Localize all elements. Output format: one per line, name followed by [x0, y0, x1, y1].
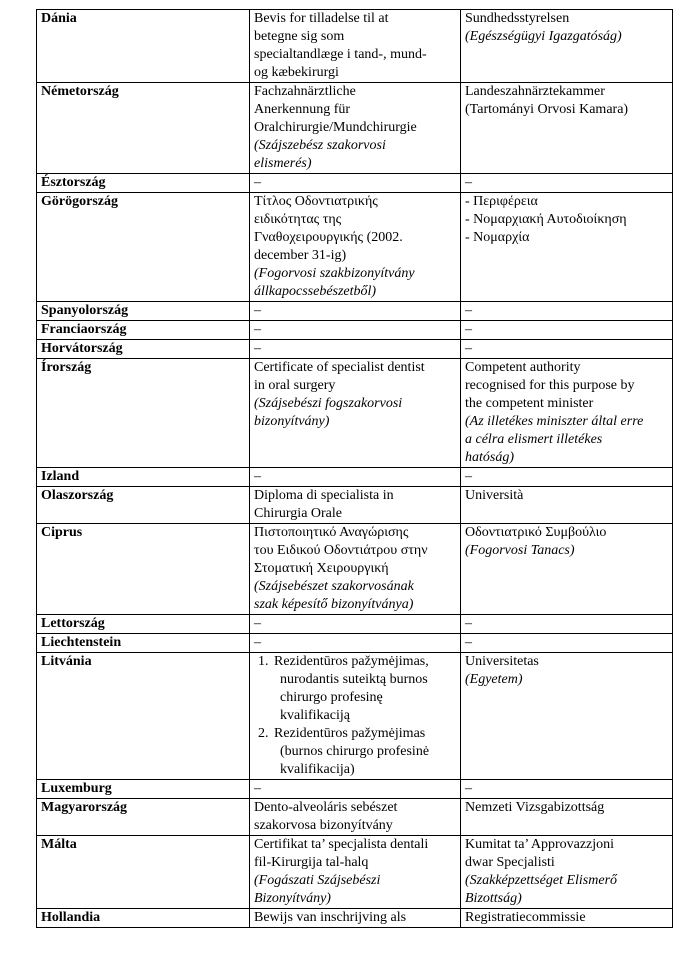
text-line: –: [465, 303, 472, 318]
translation-line: (Egészségügyi Igazgatóság): [465, 29, 622, 44]
list-item-line: (burnos chirurgo profesinė: [280, 744, 430, 759]
list-item-line: 2. Rezidentūros pažymėjimas: [274, 726, 426, 741]
text-line: Competent authority: [465, 360, 581, 375]
translation-line: Bizottság): [465, 891, 522, 906]
qualification-cell: [250, 653, 461, 780]
table-row: [37, 10, 673, 83]
authority-cell: [461, 909, 673, 928]
translation-line: (Szájsebészi fogszakorvosi: [254, 396, 403, 411]
translation-line: Bizonyítvány): [254, 891, 331, 906]
table-row: [37, 653, 673, 780]
list-item-line: 1. Rezidentūros pažymėjimas,: [274, 654, 429, 669]
text-line: –: [254, 341, 261, 356]
text-line: szakorvosa bizonyítvány: [254, 818, 393, 833]
text-line: fil-Kirurgija tal-halq: [254, 855, 369, 870]
authorities-table: [36, 9, 673, 928]
text-line: –: [465, 616, 472, 631]
authority-cell: [461, 799, 673, 836]
text-line: Certificate of specialist dentist: [254, 360, 425, 375]
translation-line: (Fogorvosi szakbizonyítvány: [254, 266, 415, 281]
table-row: [37, 340, 673, 359]
qualification-cell: [250, 174, 461, 193]
authority-cell: [461, 634, 673, 653]
text-line: Πιστοποιητικό Αναγώρισης: [254, 525, 409, 540]
country-cell: Litvánia: [37, 653, 250, 780]
text-line: (Tartományi Orvosi Kamara): [465, 102, 629, 117]
table-body: [37, 10, 673, 928]
text-line: Università: [465, 488, 524, 503]
country-cell: Málta: [37, 836, 250, 909]
table-row: [37, 615, 673, 634]
country-cell: Spanyolország: [37, 302, 250, 321]
translation-line: (Fogászati Szájsebészi: [254, 873, 381, 888]
table-row: [37, 174, 673, 193]
list-item: [272, 653, 456, 725]
authority-cell: [461, 780, 673, 799]
table-row: [37, 487, 673, 524]
qualification-cell: [250, 836, 461, 909]
text-line: december 31-ig): [254, 248, 347, 263]
country-cell: Luxemburg: [37, 780, 250, 799]
table-row: [37, 909, 673, 928]
text-line: –: [254, 322, 261, 337]
text-line: Kumitat ta’ Approvazzjoni: [465, 837, 615, 852]
translation-line: bizonyítvány): [254, 414, 330, 429]
country-cell: Horvátország: [37, 340, 250, 359]
list-item-line: kvalifikaciją: [280, 708, 350, 723]
text-line: Dento-alveoláris sebészet: [254, 800, 398, 815]
qualification-cell: [250, 83, 461, 174]
translation-line: (Az illetékes miniszter által erre: [465, 414, 644, 429]
table-row: [37, 468, 673, 487]
text-line: –: [465, 635, 472, 650]
text-line: dwar Specjalisti: [465, 855, 555, 870]
authority-cell: [461, 340, 673, 359]
text-line: betegne sig som: [254, 29, 345, 44]
qualification-cell: [250, 909, 461, 928]
country-cell: Dánia: [37, 10, 250, 83]
table-row: [37, 359, 673, 468]
country-cell: Görögország: [37, 193, 250, 302]
table-row: [37, 780, 673, 799]
text-line: –: [254, 469, 261, 484]
country-cell: Ciprus: [37, 524, 250, 615]
list-item-line: chirurgo profesinę: [280, 690, 383, 705]
qualification-cell: [250, 780, 461, 799]
text-line: - Νομαρχιακή Αυτοδιοίκηση: [465, 212, 627, 227]
text-line: Landeszahnärztekammer: [465, 84, 605, 99]
qualification-cell: [250, 321, 461, 340]
translation-line: a célra elismert illetékes: [465, 432, 603, 447]
text-line: Γναθοχειρουργικής (2002.: [254, 230, 403, 245]
translation-line: (Fogorvosi Tanacs): [465, 543, 575, 558]
qualification-cell: [250, 340, 461, 359]
text-line: του Ειδικού Οδοντιάτρου στην: [254, 543, 428, 558]
qualification-cell: [250, 615, 461, 634]
authority-cell: [461, 468, 673, 487]
country-cell: Írország: [37, 359, 250, 468]
qualification-cell: [250, 799, 461, 836]
translation-line: szak képesítő bizonyítványa): [254, 597, 414, 612]
authority-cell: [461, 302, 673, 321]
qualification-list: [254, 653, 456, 779]
text-line: –: [254, 616, 261, 631]
text-line: –: [465, 175, 472, 190]
translation-line: elismerés): [254, 156, 312, 171]
text-line: –: [465, 322, 472, 337]
qualification-cell: [250, 359, 461, 468]
table-row: [37, 83, 673, 174]
text-line: –: [254, 175, 261, 190]
translation-line: hatóság): [465, 450, 514, 465]
text-line: specialtandlæge i tand-, mund-: [254, 47, 427, 62]
authority-cell: [461, 193, 673, 302]
country-cell: Liechtenstein: [37, 634, 250, 653]
authority-cell: [461, 487, 673, 524]
authority-cell: [461, 83, 673, 174]
text-line: Στοματική Χειρουργική: [254, 561, 389, 576]
text-line: –: [254, 781, 261, 796]
text-line: recognised for this purpose by: [465, 378, 635, 393]
text-line: –: [465, 341, 472, 356]
text-line: ειδικότητας της: [254, 212, 342, 227]
text-line: Diploma di specialista in: [254, 488, 394, 503]
text-line: Chirurgia Orale: [254, 506, 342, 521]
authority-cell: [461, 615, 673, 634]
text-line: - Νομαρχία: [465, 230, 530, 245]
text-line: Bewijs van inschrijving als: [254, 910, 407, 925]
translation-line: (Szakképzettséget Elismerő: [465, 873, 618, 888]
country-cell: Hollandia: [37, 909, 250, 928]
qualification-cell: [250, 193, 461, 302]
text-line: –: [465, 469, 472, 484]
table-row: [37, 302, 673, 321]
text-line: Bevis for tilladelse til at: [254, 11, 389, 26]
qualification-cell: [250, 302, 461, 321]
translation-line: (Szájsebészet szakorvosának: [254, 579, 414, 594]
qualification-cell: [250, 10, 461, 83]
text-line: –: [465, 781, 472, 796]
authority-cell: [461, 836, 673, 909]
country-cell: Németország: [37, 83, 250, 174]
qualification-cell: [250, 468, 461, 487]
authority-cell: [461, 359, 673, 468]
text-line: Sundhedsstyrelsen: [465, 11, 570, 26]
translation-line: (Egyetem): [465, 672, 523, 687]
country-cell: Lettország: [37, 615, 250, 634]
text-line: in oral surgery: [254, 378, 336, 393]
country-cell: Észtország: [37, 174, 250, 193]
table-row: [37, 836, 673, 909]
qualification-cell: [250, 487, 461, 524]
text-line: Oralchirurgie/Mundchirurgie: [254, 120, 417, 135]
text-line: –: [254, 303, 261, 318]
text-line: Registratiecommissie: [465, 910, 586, 925]
text-line: Fachzahnärztliche: [254, 84, 356, 99]
translation-line: (Szájszebész szakorvosi: [254, 138, 386, 153]
authority-cell: [461, 653, 673, 780]
table-row: [37, 524, 673, 615]
country-cell: Magyarország: [37, 799, 250, 836]
table-row: [37, 799, 673, 836]
country-cell: Olaszország: [37, 487, 250, 524]
text-line: the competent minister: [465, 396, 594, 411]
list-item: [272, 725, 456, 779]
country-cell: Franciaország: [37, 321, 250, 340]
country-cell: Izland: [37, 468, 250, 487]
text-line: Universitetas: [465, 654, 539, 669]
text-line: –: [254, 635, 261, 650]
authority-cell: [461, 321, 673, 340]
translation-line: állkapocssebészetből): [254, 284, 377, 299]
qualification-cell: [250, 524, 461, 615]
authority-cell: [461, 524, 673, 615]
qualification-cell: [250, 634, 461, 653]
authority-cell: [461, 10, 673, 83]
text-line: Τίτλος Οδοντιατρικής: [254, 194, 378, 209]
table-row: [37, 634, 673, 653]
text-line: Certifikat ta’ specjalista dentali: [254, 837, 429, 852]
text-line: og kæbekirurgi: [254, 65, 339, 80]
text-line: Nemzeti Vizsgabizottság: [465, 800, 605, 815]
table-row: [37, 193, 673, 302]
list-item-line: nurodantis suteiktą burnos: [280, 672, 428, 687]
table-row: [37, 321, 673, 340]
authority-cell: [461, 174, 673, 193]
text-line: Anerkennung für: [254, 102, 351, 117]
list-item-line: kvalifikacija): [280, 762, 355, 777]
text-line: Οδοντιατρικό Συμβούλιο: [465, 525, 607, 540]
text-line: - Περιφέρεια: [465, 194, 538, 209]
